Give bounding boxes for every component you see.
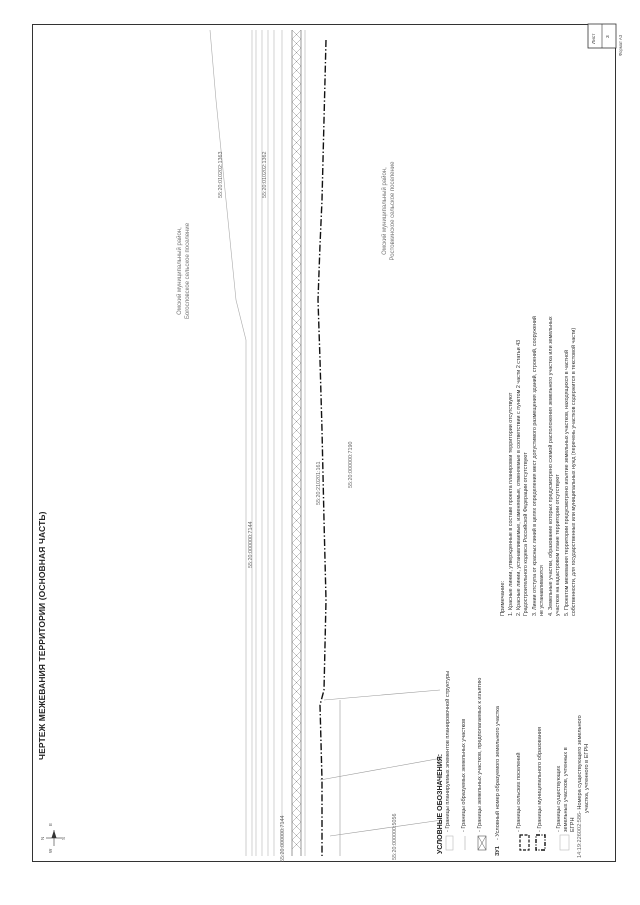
note-2: 2. Красные линии, устанавливаемые, изменяемые, отменяемые в соответствии с пунктом 2 части 2 статьи 43 Градостроительного кодекса Российской Федерации отсутствуют <box>516 339 529 616</box>
legend-item-formed-parcels: - Границы образуемых земельных участков <box>461 718 467 832</box>
legend-item-zu-number: - Условный номер образуемого земельного участка <box>495 706 501 840</box>
parcel-label: 55:20:000000:7144 <box>248 521 254 568</box>
parcel-label: 55:20:010202:1363 <box>218 151 224 198</box>
format-label: Формат А3 <box>618 34 623 56</box>
sheet-number: 3 <box>606 35 611 38</box>
municipality-label-bogoslovskoe: Омский муниципальный район, Богословское сельское поселение <box>177 222 191 320</box>
legend-item-existing-parcels: - Границы существующих земельных участков, учтенных в ЕГРН <box>556 747 576 832</box>
compass-w-label: W <box>48 848 53 853</box>
parcel-label: 55:20:210201:161 <box>316 461 322 505</box>
sheet-label: Лист <box>592 33 597 44</box>
drawing-title: ЧЕРТЕЖ МЕЖЕВАНИЯ ТЕРРИТОРИИ (ОСНОВНАЯ ЧАСТЬ) <box>37 511 47 760</box>
notes-heading: Примечание: <box>500 580 506 616</box>
legend-item-egrn-number: - Номера существующего земельного участка, учтенного в ЕГРН <box>577 715 590 813</box>
note-3: 3. Линии отступа от красных линий в целях определения мест допустимого размещения зданий, строений, сооружений не устанавливаются <box>532 316 545 616</box>
parcel-label: 55:20:000000:5056 <box>392 813 398 860</box>
legend-heading: УСЛОВНЫЕ ОБОЗНАЧЕНИЯ: <box>437 753 444 854</box>
legend-item-planned-elements: - Границы планируемых элементов планировочной структуры <box>445 670 451 832</box>
legend-zu-code: ЗУ1 <box>495 846 501 856</box>
legend-item-rural-settlements: - Границы сельских поселений <box>516 752 522 832</box>
municipality-label-rostovkinskoe: Омский муниципальный район, Ростовкинское сельское поселение <box>382 161 396 261</box>
legend-item-municipal-boundary: - Границы муниципального образования <box>537 726 543 832</box>
note-1: 1. Красные линии, утвержденные в составе проекта планировки территории отсутствуют <box>508 392 514 616</box>
note-4: 4. Земельные участки, образование которых предусмотрено схемой расположения земельного участка или земельных участков на кадастровом плане территории отсутствуют <box>548 316 561 616</box>
legend-item-withdrawn-parcels: - Границы земельных участков, предполагаемых к изъятию <box>477 677 483 832</box>
note-5: 5. Проектом межевания территории предусмотрено изъятие земельных участков, находящихся в частной собственности, для государственных или муниципальных нужд (перечень участков содержится в текстовой части) <box>564 327 577 616</box>
compass-n-label: N <box>40 836 45 840</box>
parcel-label: 55:20:010202:1362 <box>262 151 268 198</box>
parcel-label: 55:20:000000:7144 <box>280 815 286 862</box>
compass-e-label: E <box>48 822 53 826</box>
compass-s-label: S <box>61 836 66 840</box>
legend-egrn-code: 14:19:226002:586 <box>577 812 583 858</box>
parcel-label: 55:20:000000:7190 <box>348 441 354 488</box>
